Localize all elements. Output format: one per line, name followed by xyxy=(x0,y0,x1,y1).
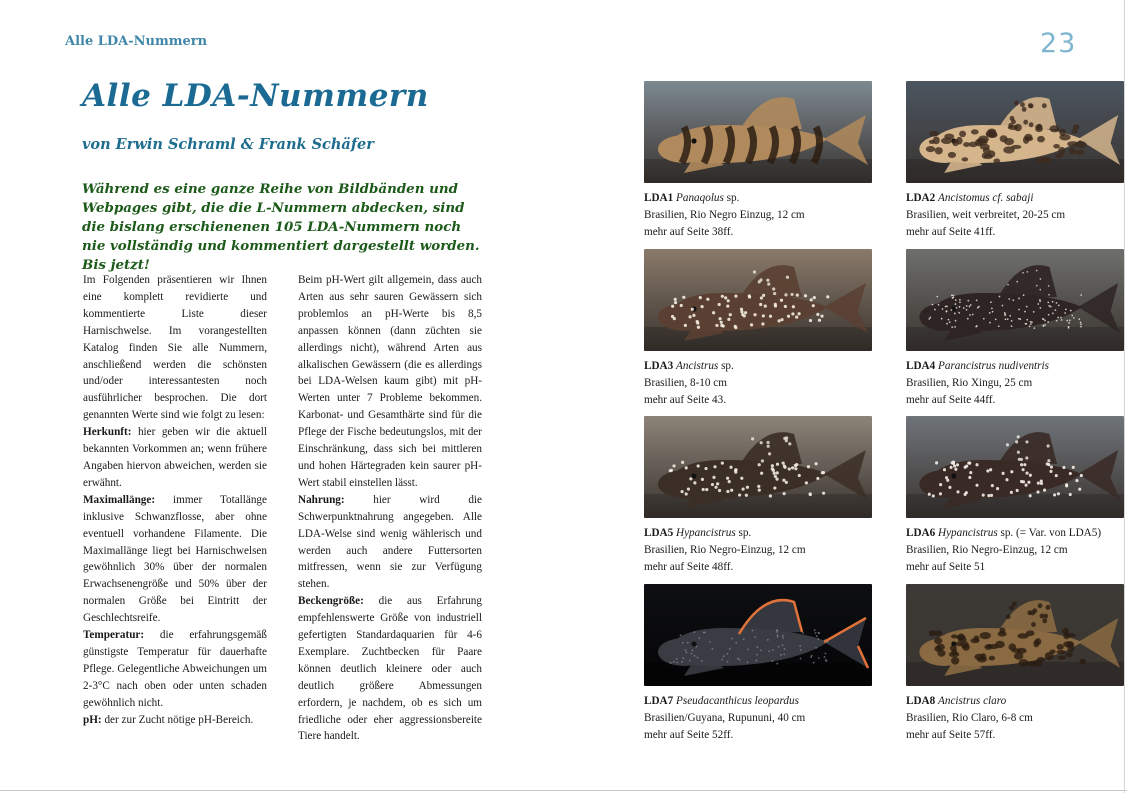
fish-illustration xyxy=(644,81,872,183)
body-column-right xyxy=(298,272,482,745)
fish-code: LDA3 xyxy=(644,360,674,372)
fish-illustration xyxy=(906,81,1124,183)
fish-illustration xyxy=(906,416,1124,518)
fish-illustration xyxy=(906,584,1124,686)
fish-caption xyxy=(644,525,872,576)
article-authors: von Erwin Schraml & Frank Schäfer xyxy=(82,136,374,153)
fish-origin: Brasilien, Rio Negro-Einzug, 12 cm xyxy=(644,543,806,556)
fish-caption xyxy=(644,190,872,241)
fish-code: LDA1 xyxy=(644,192,674,204)
fish-code: LDA6 xyxy=(906,527,936,539)
fish-species: Panaqolus xyxy=(676,192,724,204)
article-lead: Während es eine ganze Reihe von Bildbänden und Webpages gibt, die die L-Nummern abdecken, sind die bislang erschienenen 105 LDA-Nummern noch nie vollständig und kommentiert dargestellt worden. Bis jetzt! xyxy=(82,181,480,273)
fish-illustration xyxy=(906,249,1124,351)
fish-origin: Brasilien, Rio Claro, 6-8 cm xyxy=(906,711,1033,724)
fish-species: Ancistomus xyxy=(938,192,990,204)
maximallaenge-text: immer Totallänge inklusive Schwanzflosse, aber ohne eventuell vorhandene Filamente. Die Maximallänge liegt bei Harnischwelsen gewöhnlich 30% über der normalen Erwachsenengröße und 50% über der normalen Größe bei Eintritt der Geschlechtsreife. xyxy=(83,493,267,625)
herkunft-paragraph xyxy=(83,424,267,492)
fish-photo xyxy=(906,249,1124,351)
nahrung-term: Nahrung: xyxy=(298,493,345,506)
fish-card-lda2 xyxy=(906,81,1124,241)
fish-caption xyxy=(906,358,1124,409)
running-head: Alle LDA-Nummern xyxy=(65,34,208,49)
fish-origin: Brasilien, Rio Negro-Einzug, 12 cm xyxy=(906,543,1068,556)
temperatur-paragraph xyxy=(83,627,267,712)
fish-more-link: mehr auf Seite 51 xyxy=(906,560,986,573)
nahrung-paragraph xyxy=(298,492,482,593)
fish-species-suffix: sp. xyxy=(723,192,740,204)
ph-detail-paragraph xyxy=(298,272,482,492)
herkunft-term: Herkunft: xyxy=(83,426,132,439)
page-edge-right xyxy=(1124,0,1125,793)
intro-text: Im Folgenden präsentieren wir Ihnen eine komplett revidierte und kommentierte Liste dieser Harnischwelse. Im vorangestellten Katalog finden Sie alle Nummern, anschließend werden die schönsten und/oder interessantesten noch ausführlicher besprochen. Die dort genannten Werte sind wie folgt zu lesen: xyxy=(83,274,267,422)
page-number: 23 xyxy=(1040,28,1077,59)
fish-origin: Brasilien, Rio Negro Einzug, 12 cm xyxy=(644,208,805,221)
nahrung-text: hier wird die Schwerpunktnahrung angegeben. Alle LDA-Welse sind wenig wählerisch und werden auch andere Futtersorten mitfressen, wenn sie zur Verfügung stehen. xyxy=(298,493,482,591)
maximallaenge-term: Maximallänge: xyxy=(83,493,156,506)
fish-illustration xyxy=(644,249,872,351)
fish-card-lda6 xyxy=(906,416,1124,576)
fish-more-link: mehr auf Seite 41ff. xyxy=(906,225,996,238)
article-title: Alle LDA-Nummern xyxy=(82,78,429,114)
fish-caption xyxy=(644,358,872,409)
beckengroesse-paragraph xyxy=(298,593,482,745)
fish-species: Hypancistrus xyxy=(676,527,736,539)
fish-species: Ancistrus xyxy=(676,360,719,372)
fish-more-link: mehr auf Seite 57ff. xyxy=(906,728,996,741)
beckengroesse-text: die aus Erfahrung empfehlenswerte Größe von industriell gefertigten Standardaquarien für 4-6 Exemplare. Zuchtbecken für Paare können deutlich kleinere oder auch deutlich größere Abmessungen erfordern, je nachdem, ob es sich um friedliche oder eher aggressionsbereite Tiere handelt. xyxy=(298,595,482,743)
fish-photo xyxy=(644,584,872,686)
fish-more-link: mehr auf Seite 48ff. xyxy=(644,560,734,573)
herkunft-text: hier geben wir die aktuell bekannten Vorkommen an; wenn frühere Angaben hiervon abweichen, werden sie erwähnt. xyxy=(83,426,267,489)
maximallaenge-paragraph xyxy=(83,492,267,627)
fish-origin: Brasilien, Rio Xingu, 25 cm xyxy=(906,376,1033,389)
fish-code: LDA2 xyxy=(906,192,936,204)
body-column-left xyxy=(83,272,267,728)
fish-illustration xyxy=(644,584,872,686)
fish-species-suffix: cf. sabaji xyxy=(989,192,1034,204)
fish-more-link: mehr auf Seite 38ff. xyxy=(644,225,734,238)
fish-code: LDA5 xyxy=(644,527,674,539)
beckengroesse-term: Beckengröße: xyxy=(298,595,364,608)
fish-species: Parancistrus nudiventris xyxy=(938,360,1049,372)
fish-species: Hypancistrus xyxy=(938,527,998,539)
temperatur-term: Temperatur: xyxy=(83,629,145,642)
fish-species-suffix: sp. xyxy=(735,527,752,539)
fish-code: LDA8 xyxy=(906,695,936,707)
fish-photo xyxy=(906,81,1124,183)
fish-card-lda3 xyxy=(644,249,872,409)
ph-term: pH: xyxy=(83,713,102,726)
fish-card-lda7 xyxy=(644,584,872,744)
temperatur-text: die erfahrungsgemäß günstigste Temperatur für dauerhafte Pflege. Gelegentliche Abweichungen um 2-3°C nach oben oder unten schaden gewöhnlich nicht. xyxy=(83,629,267,709)
fish-card-lda1 xyxy=(644,81,872,241)
fish-more-link: mehr auf Seite 44ff. xyxy=(906,393,996,406)
fish-code: LDA4 xyxy=(906,360,936,372)
ph-text: der zur Zucht nötige pH-Bereich. xyxy=(101,713,254,726)
fish-caption xyxy=(906,525,1124,576)
fish-caption xyxy=(906,190,1124,241)
ph-paragraph xyxy=(83,712,267,729)
fish-code: LDA7 xyxy=(644,695,674,707)
fish-species: Ancistrus claro xyxy=(938,695,1007,707)
fish-caption xyxy=(644,693,872,744)
fish-card-lda4 xyxy=(906,249,1124,409)
fish-species-suffix: sp. xyxy=(718,360,734,372)
fish-more-link: mehr auf Seite 52ff. xyxy=(644,728,734,741)
fish-photo xyxy=(644,81,872,183)
fish-photo xyxy=(644,416,872,518)
page-edge-bottom xyxy=(0,790,1127,791)
fish-species-suffix: sp. (= Var. von LDA5) xyxy=(997,527,1102,539)
fish-photo xyxy=(906,584,1124,686)
fish-caption xyxy=(906,693,1124,744)
fish-photo xyxy=(644,249,872,351)
fish-origin: Brasilien/Guyana, Rupununi, 40 cm xyxy=(644,711,806,724)
fish-origin: Brasilien, weit verbreitet, 20-25 cm xyxy=(906,208,1066,221)
fish-species: Pseudacanthicus leopardus xyxy=(676,695,799,707)
fish-illustration xyxy=(644,416,872,518)
fish-photo xyxy=(906,416,1124,518)
fish-origin: Brasilien, 8-10 cm xyxy=(644,376,727,389)
ph-detail-text: Beim pH-Wert gilt allgemein, dass auch Arten aus sehr sauren Gewässern sich problemlos an pH-Werte bis 8,5 anpassen können (dann züchten sie allerdings nicht), während Arten aus alkalischen Gewässern (die es allerdings bei LDA-Welsen kaum gibt) mit pH-Werten unter 7 Probleme bekommen. Karbonat- und Gesamthärte sind für die Pflege der Fische bedeutungslos, mit der Einschränkung, dass sich bei mittleren und hohen Härtegraden kein saurer pH-Wert stabil einstellen lässt. xyxy=(298,274,482,489)
fish-more-link: mehr auf Seite 43. xyxy=(644,393,727,406)
fish-card-lda5 xyxy=(644,416,872,576)
fish-card-lda8 xyxy=(906,584,1124,744)
intro-paragraph xyxy=(83,272,267,424)
